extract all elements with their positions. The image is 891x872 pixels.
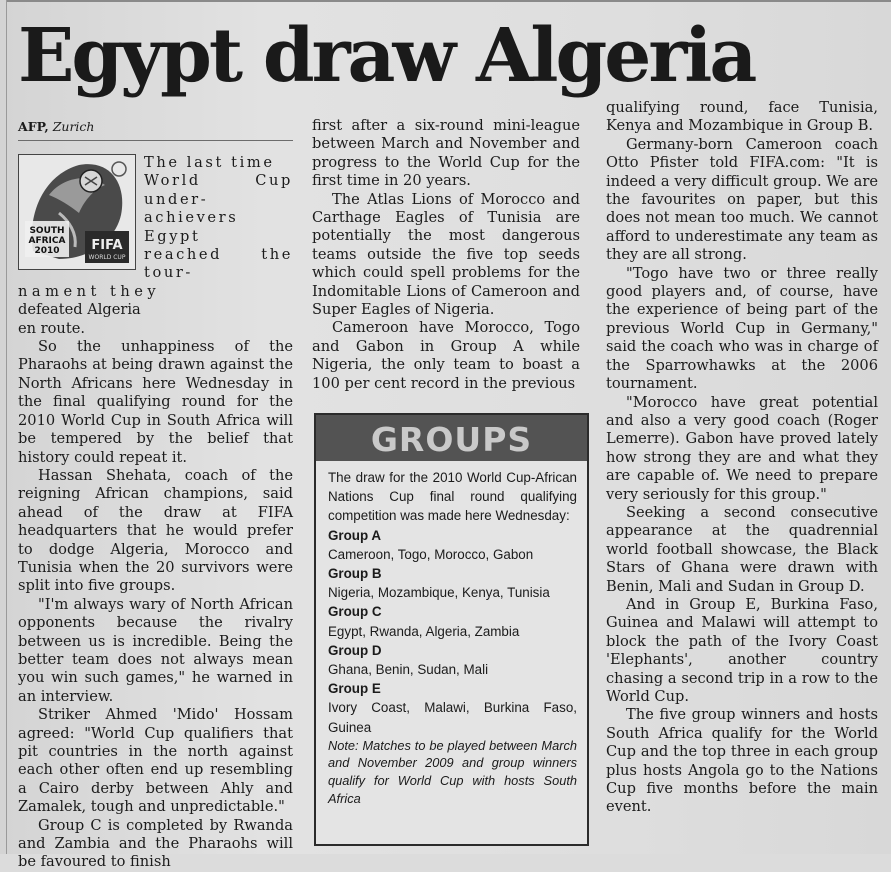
- group-teams: Egypt, Rwanda, Algeria, Zambia: [328, 623, 520, 639]
- groups-box: [314, 413, 589, 846]
- column-2: [312, 117, 580, 393]
- group-teams: Cameroon, Togo, Morocco, Gabon: [328, 546, 534, 562]
- lead-line: en route.: [18, 319, 85, 337]
- headline: Egypt draw Algeria: [18, 13, 755, 99]
- paragraph: So the unhappiness of the Pharaohs at being drawn against the North Africans here Wednesday in the final qualifying round for the 2010 World Cup in South Africa will be tempered by the belief that history could repeat it.: [18, 338, 293, 466]
- column-1: [18, 118, 293, 872]
- logo-text-2: AFRICA: [28, 236, 66, 246]
- logo-fifa: FIFA: [91, 238, 123, 253]
- paragraph: first after a six-round mini-league between March and November and progress to the World Cup for the first time in 20 years.: [312, 117, 580, 190]
- byline-rule: [18, 140, 293, 141]
- lead-line: World Cup under-: [144, 172, 293, 208]
- paragraph: Hassan Shehata, coach of the reigning African champions, said ahead of the draw at FIFA headquarters that he would prefer to dodge Algeria, Morocco and Tunisia when the 20 survivors were split into five groups.: [18, 466, 293, 595]
- top-rule: [6, 0, 891, 2]
- groups-header: [316, 415, 587, 461]
- paragraph: "Morocco have great potential and also a very good coach (Roger Lemerre). Gabon have proved lately how strong they are and what they are capable of. We need to prepare very seriously for this group.": [606, 393, 878, 503]
- paragraph: The Atlas Lions of Morocco and Carthage Eagles of Tunisia are potentially the most dangerous teams outside the five top seeds which could spell problems for the Indomitable Lions of Cameroon and Super Eagles of Nigeria.: [312, 190, 580, 319]
- paragraph: And in Group E, Burkina Faso, Guinea and Malawi will attempt to block the path of the Ivory Coast 'Elephants', another country chasing a second trip in a row to the World Cup.: [606, 595, 878, 705]
- world-cup-emblem-icon: [19, 155, 135, 269]
- group-name: Group E: [328, 681, 381, 697]
- group-name: Group D: [328, 642, 382, 658]
- byline-location: Zurich: [52, 119, 95, 134]
- groups-body: [316, 461, 587, 807]
- lead-line: The last time: [144, 154, 275, 171]
- groups-title: GROUPS: [370, 420, 533, 459]
- byline: [18, 118, 293, 146]
- groups-intro: The draw for the 2010 World Cup-African Nations Cup final round qualifying competition was made here Wednesday:: [328, 470, 577, 524]
- lead-line: reached the tour-: [144, 246, 293, 282]
- logo-text-1: SOUTH: [29, 226, 65, 236]
- paragraph: Striker Ahmed 'Mido' Hossam agreed: "World Cup qualifiers that pit countries in the north against each other often end up resembling a Cairo derby between Ahly and Zamalek, tough and unpredictable.": [18, 706, 293, 816]
- groups-note: Note: Matches to be played between March and November 2009 and group winners qualify for World Cup with hosts South Africa: [328, 737, 577, 806]
- group-name: Group B: [328, 566, 382, 582]
- paragraph: Cameroon have Morocco, Togo and Gabon in Group A while Nigeria, the only team to boast a 100 per cent record in the previous: [312, 319, 580, 392]
- paragraph: Seeking a second consecutive appearance at the quadrennial world football showcase, the Black Stars of Ghana were drawn with Benin, Mali and Sudan in Group D.: [606, 503, 878, 595]
- group-teams: Ghana, Benin, Sudan, Mali: [328, 662, 489, 678]
- paragraph: Group C is completed by Rwanda and Zambia and the Pharaohs will be favoured to finish: [18, 816, 293, 871]
- left-rule: [6, 0, 7, 854]
- paragraph: "Togo have two or three really good players and, of course, have the experience of being part of the previous World Cup in Germany," said the coach who was in charge of the Sparrowhawks at the 2006 tournament.: [606, 264, 878, 393]
- paragraph: The five group winners and hosts South Africa qualify for the World Cup and the top three in each group plus hosts Angola go to the Nations Cup five months before the main event.: [606, 706, 878, 816]
- byline-source: AFP,: [18, 119, 49, 134]
- logo-text-3: 2010: [34, 246, 60, 256]
- paragraph: qualifying round, face Tunisia, Kenya and Mozambique in Group B.: [606, 99, 878, 135]
- column-3: [606, 99, 878, 817]
- lead-line: nament they: [18, 282, 161, 300]
- paragraph: "I'm always wary of North African opponents because the rivalry between us is incredible. Being the better team does not always mean you win such games," he warned in an interview.: [18, 595, 293, 705]
- group-name: Group C: [328, 604, 382, 620]
- paragraph: Germany-born Cameroon coach Otto Pfister told FIFA.com: "It is indeed a very difficult group. We are the favourites on paper, but this does not mean too much. We cannot afford to underestimate any team as they are all strong.: [606, 135, 878, 264]
- logo-subtitle: WORLD CUP: [88, 254, 126, 261]
- lead-line: achievers Egypt: [144, 209, 239, 245]
- group-teams: Nigeria, Mozambique, Kenya, Tunisia: [328, 585, 550, 601]
- lead-line: defeated Algeria: [18, 301, 141, 319]
- group-name: Group A: [328, 527, 382, 543]
- group-teams: Ivory Coast, Malawi, Burkina Faso, Guinea: [328, 700, 577, 735]
- world-cup-logo: [18, 154, 136, 270]
